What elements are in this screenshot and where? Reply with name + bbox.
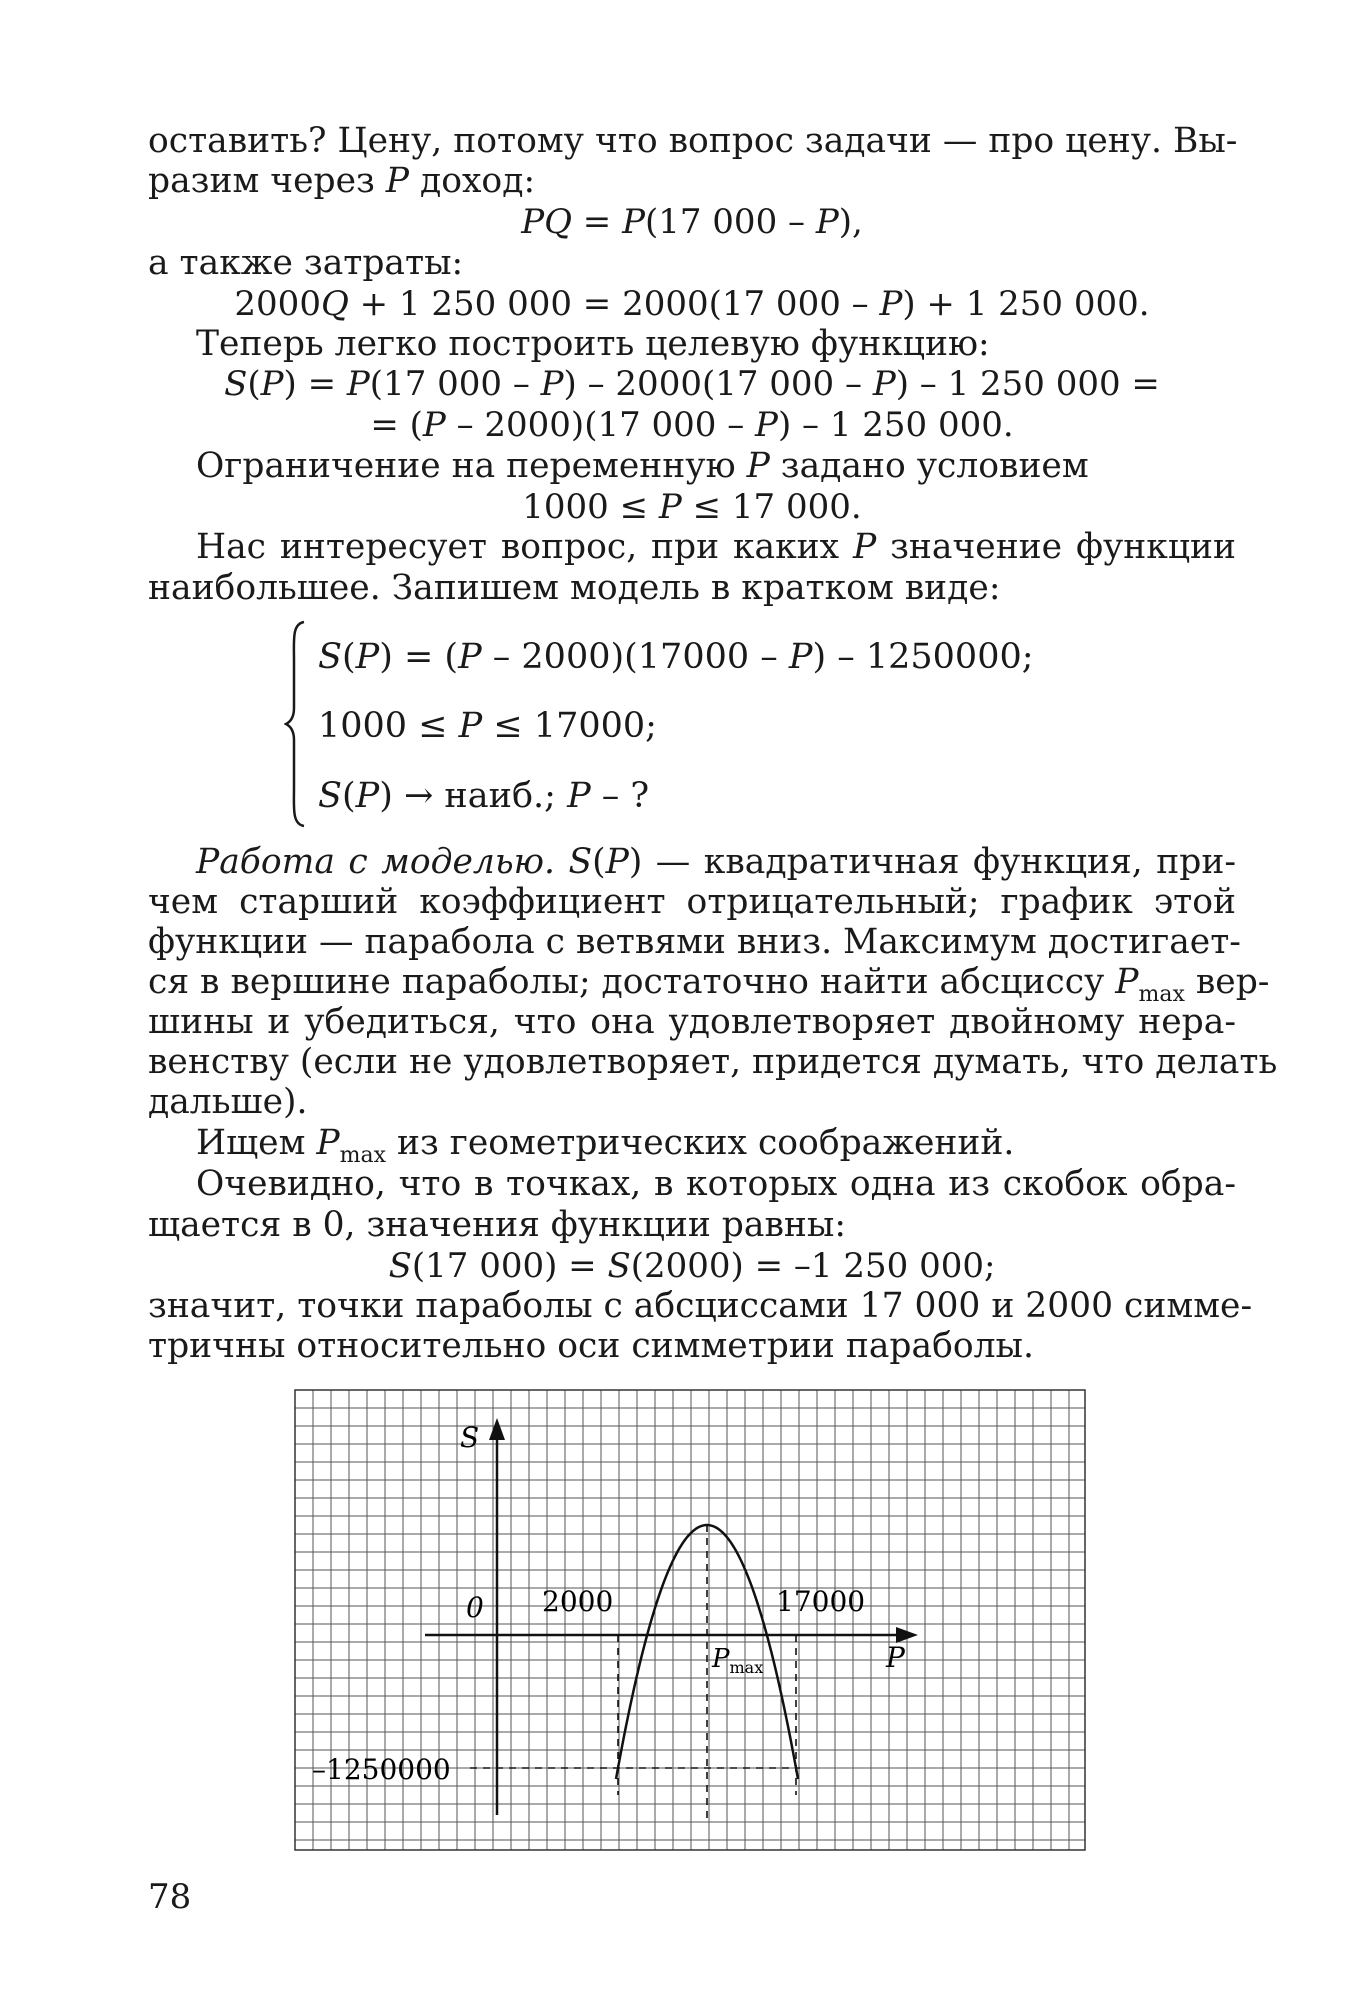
formula-constraint: 1000 ≤ P ≤ 17 000. [522,487,862,527]
paragraph-model-line-5: шины и убедиться, что она удовлетворяет двойному нера- [148,1002,1236,1042]
formula-objective-2: = (P – 2000)(17 000 – P) – 1 250 000. [370,405,1014,445]
system-line-2: 1000 ≤ P ≤ 17000; [318,706,657,746]
paragraph-model-line-3: функции — парабола с ветвями вниз. Максимум достигает- [148,922,1241,962]
s-axis-arrow [489,1418,505,1440]
formula-costs: 2000Q + 1 250 000 = 2000(17 000 – P) + 1 250 000. [234,284,1150,324]
page-number: 78 [148,1877,192,1917]
parabola-graph [290,1385,1100,1865]
s-axis-label: S [460,1421,480,1454]
parabola-curve [616,1525,798,1779]
paragraph-lead: Работа с моделью. [196,842,555,882]
paragraph-model-line-6: венству (если не удовлетворяет, придется думать, что делать [148,1042,1278,1082]
p-axis-label: P [886,1641,905,1674]
paragraph-model-line-12: значит, точки параболы с абсциссами 17 000 и 2000 симме- [148,1286,1253,1326]
formula-revenue: PQ = P(17 000 – P), [521,202,863,242]
paragraph-model-line-13: тричны относительно оси симметрии параболы. [148,1326,1034,1366]
x-tick-17000: 17000 [776,1585,866,1618]
text-line-6: Теперь легко построить целевую функцию: [196,324,990,364]
paragraph-model-line-10: щается в 0, значения функции равны: [148,1205,846,1245]
vertex-label: $P_{max}$ [712,1644,764,1677]
text-line-4: а также затраты: [148,243,464,283]
text-line-1: оставить? Цену, потому что вопрос задачи — про цену. Вы- [148,121,1238,161]
y-tick-label: –1250000 [312,1753,451,1786]
text-line-9: Ограничение на переменную P задано условием [196,446,1089,486]
system-line-1: S(P) = (P – 2000)(17000 – P) – 1250000; [318,637,1034,677]
paragraph-model-line-8: Ищем $P_{max}$ из геометрических соображений. [196,1123,1015,1168]
formula-objective-1: S(P) = P(17 000 – P) – 2000(17 000 – P) – 1 250 000 = [224,364,1160,404]
text-line-11: Нас интересует вопрос, при каких P значение функции [196,527,1237,567]
paragraph-model-line-1: Работа с моделью. S(P) — квадратичная функция, при- [196,842,1236,882]
paragraph-model-line-4: ся в вершине параболы; достаточно найти абсциссу $P_{max}$ вер- [148,962,1270,1007]
x-tick-2000: 2000 [542,1585,614,1618]
origin-label: 0 [466,1591,484,1624]
paragraph-model-line-2: чем старший коэффициент отрицательный; график этой [148,882,1236,922]
text-line-12: наибольшее. Запишем модель в кратком виде: [148,568,1001,608]
paragraph-model-line-9: Очевидно, что в точках, в которых одна из скобок обра- [196,1164,1236,1204]
system-brace [284,620,308,828]
system-line-3: S(P) → наиб.; P – ? [318,776,650,816]
text-line-2: разим через P доход: [148,161,536,201]
paragraph-model-line-7: дальше). [148,1082,308,1122]
formula-symmetry: S(17 000) = S(2000) = –1 250 000; [388,1246,996,1286]
